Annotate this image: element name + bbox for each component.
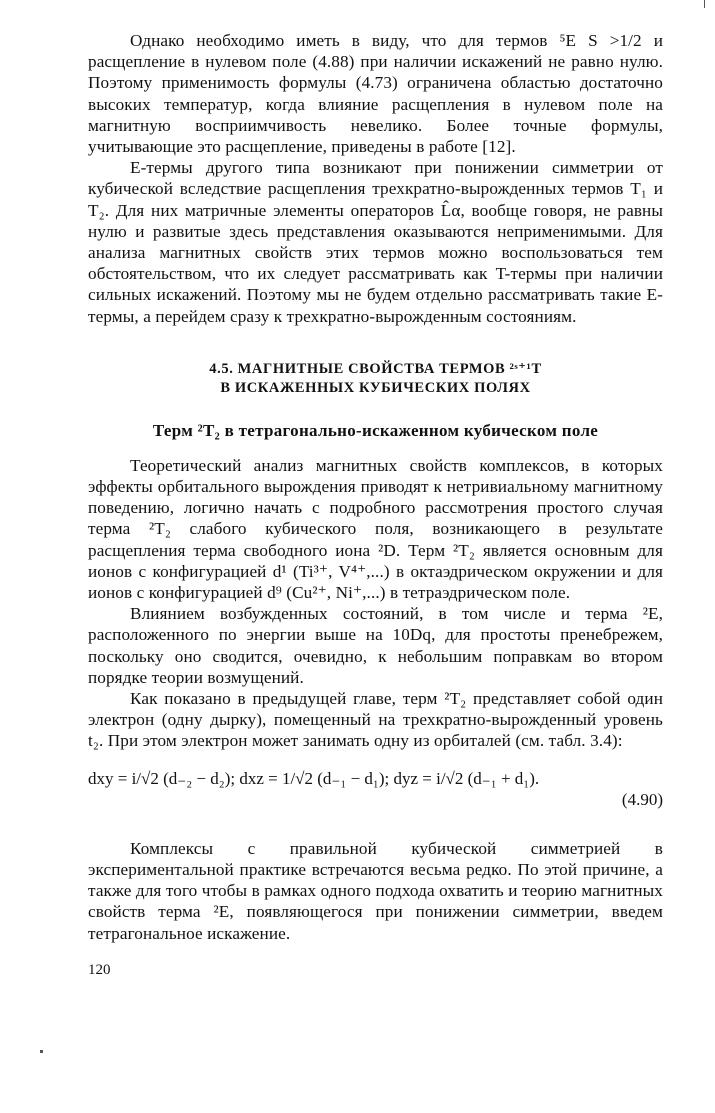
paragraph: Теоретический анализ магнитных свойств комплексов, в которых эффекты орбитального вырождения приводят к нетривиальному магнитному поведению, логично начать с подробного рассмотрения простого случая терма ²T₂ слабого кубического поля, возникающего в результате расщепления терма свободного иона ²D. Терм ²T₂ является основным для ионов с конфигурацией d¹ (Ti³⁺, V⁴⁺,...) в октаэдрическом окружении и для ионов с конфигурацией d⁹ (Cu²⁺, Ni⁺,...) в тетраэдрическом поле. xyxy=(88,455,663,603)
section-title xyxy=(88,360,663,398)
paragraph: E-термы другого типа возникают при понижении симметрии от кубической вследствие расщепления трехкратно-вырожденных термов T₁ и T₂. Для них матричные элементы операторов L̂α, вообще говоря, не равны нулю и развитые здесь представления оказываются неприменимыми. Для анализа магнитных свойств этих термов можно воспользоваться тем обстоятельством, что их следует рассматривать как T-термы при наличии сильных искажений. Поэтому мы не будем отдельно рассматривать такие E-термы, а перейдем сразу к трехкратно-вырожденным состояниям. xyxy=(88,158,663,326)
paragraph: Однако необходимо иметь в виду, что для термов ⁵E S >1/2 и расщепление в нулевом поле (4.88) при наличии искажений не равно нулю. Поэтому применимость формулы (4.73) ограничена областью достаточно высоких температур, когда влияние расщепления в нулевом поле на магнитную восприимчивость невелико. Более точные формулы, учитывающие это расщепление, приведены в работе [12]. xyxy=(88,31,663,157)
section-title-line-1: 4.5. МАГНИТНЫЕ СВОЙСТВА ТЕРМОВ ²ˢ⁺¹T xyxy=(209,360,542,377)
page-number: 120 xyxy=(88,961,111,978)
spacer xyxy=(88,812,663,838)
scan-speck xyxy=(40,1050,43,1053)
book-page xyxy=(88,30,663,979)
equation-text: dxy = i/√2 (d₋₂ − d₂); dxz = 1/√2 (d₋₁ − d₁); dyz = i/√2 (d₋₁ + d₁). xyxy=(88,768,540,788)
section-title-line-2: В ИСКАЖЕННЫХ КУБИЧЕСКИХ ПОЛЯХ xyxy=(220,379,531,396)
paragraph: Как показано в предыдущей главе, терм ²T₂ представляет собой один электрон (одну дырку), помещенный на трехкратно-вырожденный уровень t₂. При этом электрон может занимать одну из орбиталей (см. табл. 3.4): xyxy=(88,689,663,751)
scan-mark xyxy=(704,0,705,8)
subsection-title: Терм ²T₂ в тетрагонально-искаженном кубическом поле xyxy=(152,420,599,440)
paragraph: Влиянием возбужденных состояний, в том числе и терма ²E, расположенного по энергии выше на 10Dq, для простоты пренебрежем, поскольку оно сводится, очевидно, к небольшим поправкам во втором порядке теории возмущений. xyxy=(88,604,663,687)
equation-number: (4.90) xyxy=(621,789,663,809)
paragraph: Комплексы с правильной кубической симметрией в экспериментальной практике встречаются весьма редко. По этой причине, а также для того чтобы в рамках одного подхода охватить и теорию магнитных свойств терма ²E, появляющегося при понижении симметрии, введем тетрагональное искажение. xyxy=(88,838,663,943)
equation-4-90 xyxy=(88,768,663,812)
